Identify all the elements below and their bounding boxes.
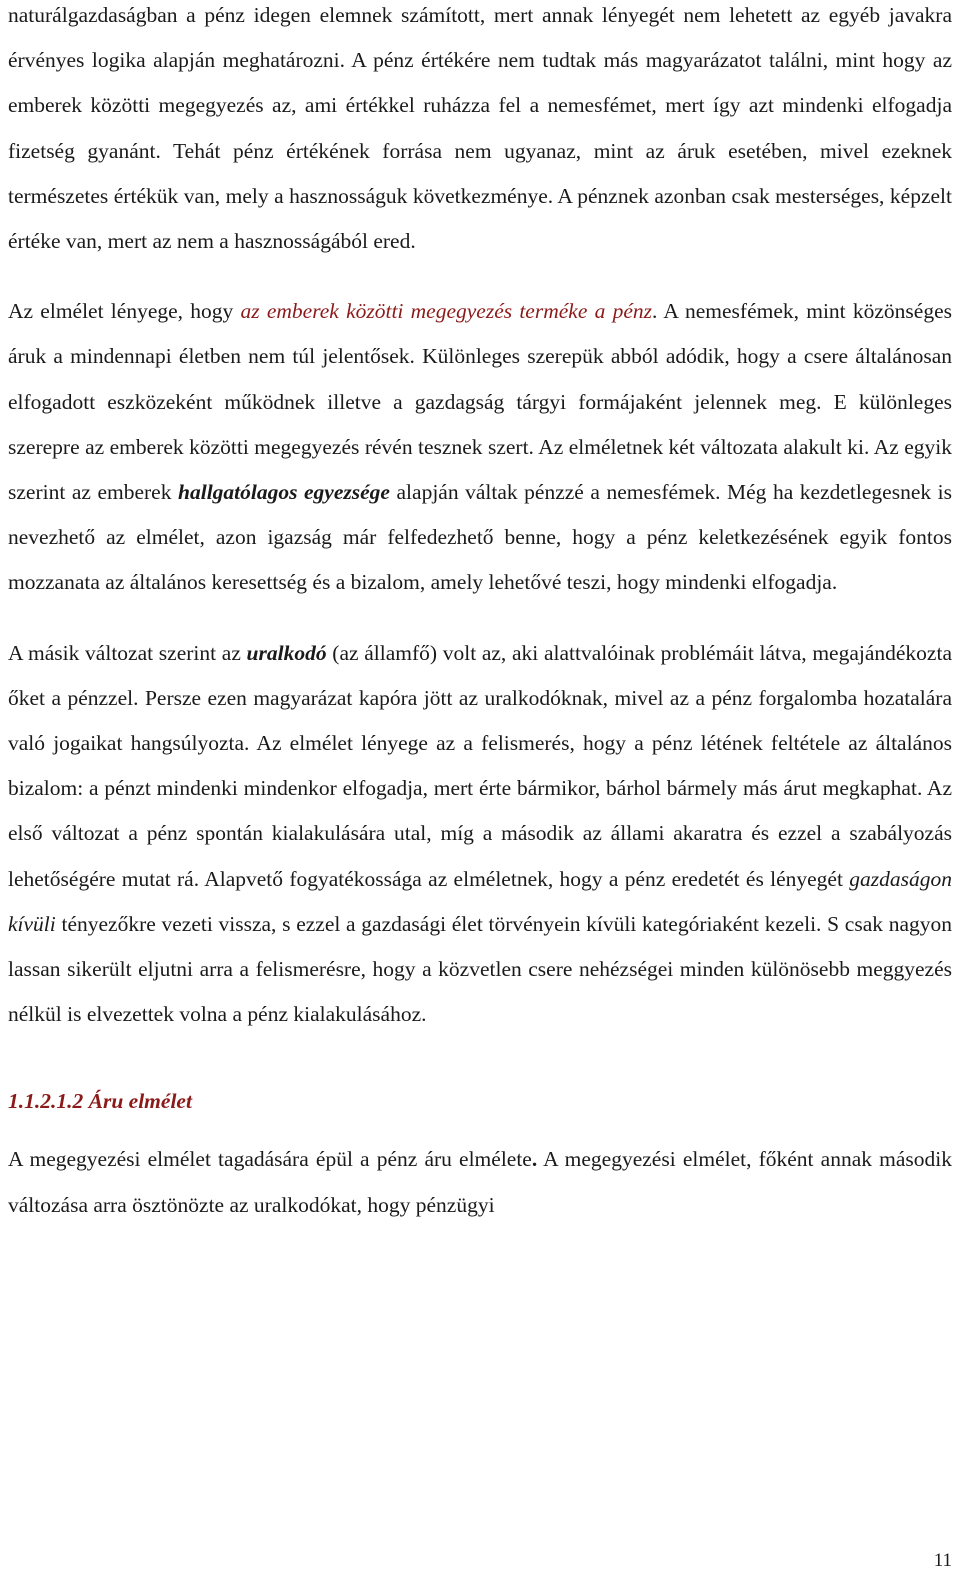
paragraph-agreement-theory: [8, 289, 952, 605]
text-run: (az államfő) volt az, aki alattvalóinak problémáit látva, megajándékozta őket a pénzzel. Persze ezen magyarázat kapóra jött az uralkodóknak, mivel az a pénz forgalomba hozatalára való jogaikat hangsúlyozta. Az elmélet lényege az a felismerés, hogy a pénz létének feltétele az általános bizalom: a pénzt mindenki mindenkor elfogadja, mert érte bármikor, bárhol bármely más árut megkaphat. Az első változat a pénz spontán kialakulására utal, míg a második az állami akaratra és ezzel a szabályozás lehetőségére mutat rá. Alapvető fogyatékossága az elméletnek, hogy a pénz eredetét és lényegét: [8, 640, 952, 891]
page-number: 11: [933, 1550, 952, 1571]
text-run: alapján váltak pénzzé a nemesfémek. Még ha kezdetlegesnek is nevezhető az elmélet, azon igazság már felfedezhető benne, hogy a pénz keletkezésének egyik fontos mozzanata az általános keresettség és a bizalom, amely lehetővé teszi, hogy mindenki elfogadja.: [8, 480, 952, 595]
text-run: Az elmélet lényege, hogy: [8, 299, 241, 324]
text-run: . A nemesfémek, mint közönséges áruk a mindennapi életben nem túl jelentősek. Különleges szerepük abból adódik, hogy a csere általánosan elfogadott eszközeként működnek illetve a gazdagság tárgyi formájaként jelennek meg. E különleges szerepre az emberek közötti megegyezés révén tesznek szert. Az elméletnek két változata alakult ki. Az egyik szerint az emberek: [8, 299, 952, 505]
paragraph-ruler-variant: [8, 631, 952, 1038]
document-page: [8, 0, 952, 1228]
paragraph-money-value-origin: naturálgazdaságban a pénz idegen elemnek számított, mert annak lényegét nem lehetett az egyéb javakra érvényes logika alapján meghatározni. A pénz értékére nem tudtak más magyarázatot találni, mint hogy az emberek közötti megegyezés az, ami értékkel ruházza fel a nemesfémet, mert így azt mindenki elfogadja fizetség gyanánt. Tehát pénz értékének forrása nem ugyanaz, mint az áruk esetében, mivel ezeknek természetes értékük van, mely a hasznosságuk következménye. A pénznek azonban csak mesterséges, képzelt értéke van, mert az nem a hasznosságából ered.: [8, 3, 952, 254]
text-run: A megegyezési elmélet tagadására épül a pénz áru elmélete: [8, 1147, 532, 1172]
emphasis-tacit-agreement: hallgatólagos egyezsége: [178, 480, 390, 505]
text-run: A megegyezési elmélet, főként annak második változása arra ösztönözte az uralkodókat, hogy pénzügyi: [8, 1147, 952, 1217]
paragraph-commodity-theory: [8, 1137, 952, 1227]
section-heading: 1.1.2.1.2 Áru elmélet: [8, 1089, 192, 1114]
bold-period: .: [531, 1147, 538, 1172]
text-run: A másik változat szerint az: [8, 640, 247, 665]
emphasis-non-economic: gazdaságon kívüli: [8, 866, 952, 936]
emphasis-agreement-product: az emberek közötti megegyezés terméke a pénz: [240, 299, 652, 324]
emphasis-ruler: uralkodó: [246, 640, 327, 665]
text-run: tényezőkre vezeti vissza, s ezzel a gazdasági élet törvényein kívüli kategóriaként kezeli. S csak nagyon lassan sikerült eljutni arra a felismerésre, hogy a közvetlen csere nehézségei minden különösebb meggyezés nélkül is elvezettek volna a pénz kialakulásához.: [8, 911, 952, 1027]
